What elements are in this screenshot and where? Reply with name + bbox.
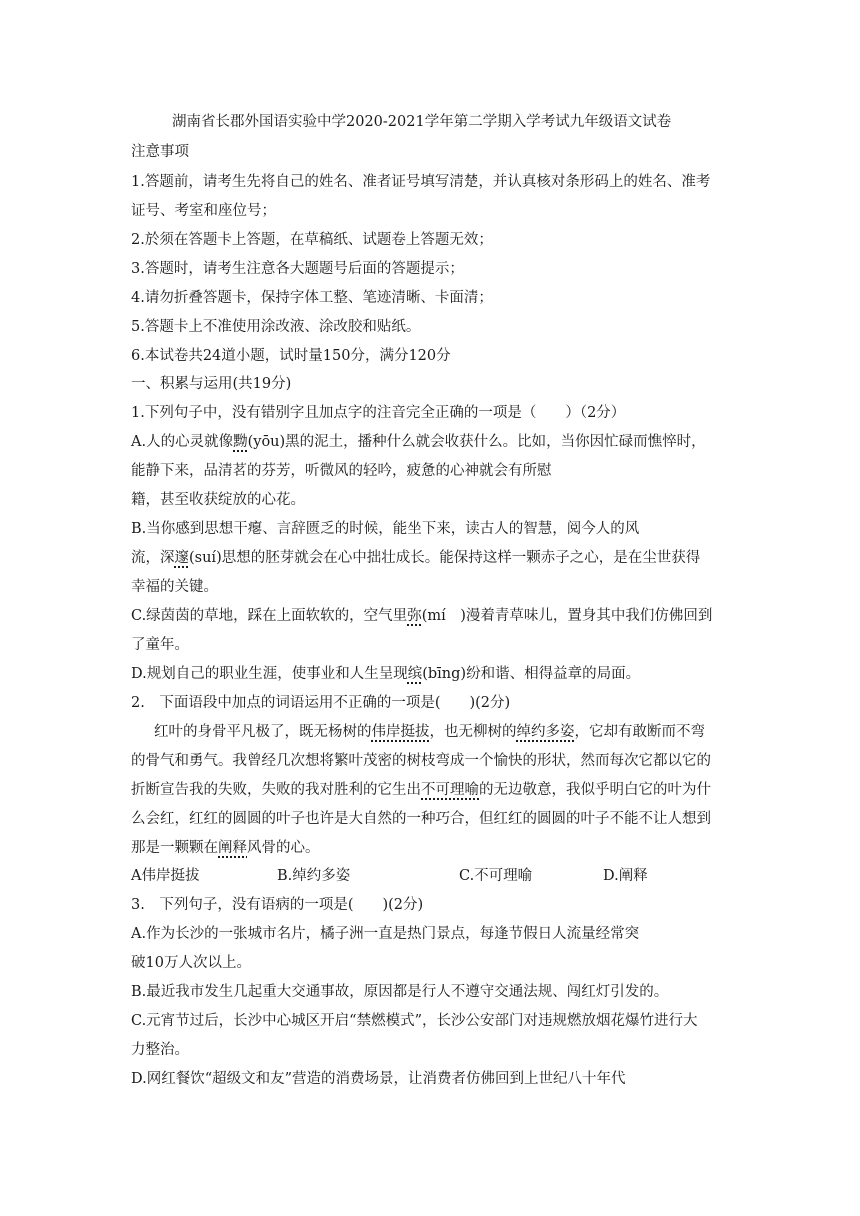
q3-option-d-line: D.网红餐饮“超级文和友”营造的消费场景，让消费者仿佛回到上世纪八十年代 (131, 1071, 626, 1087)
q2-passage-line (131, 780, 711, 800)
dotted-word: 伟岸挺拔 (371, 724, 430, 740)
text-run: 折断宣告我的失败，失败的我对胜利的它生出 (131, 782, 421, 798)
notice-item: 3.答题时，请考生注意各大题题号后面的答题提示； (131, 261, 464, 277)
q2-passage-line: 么会红，红红的圆圆的叶子也许是大自然的一种巧合，但红红的圆圆的叶子不能不让人想到 (131, 811, 711, 827)
q2-option-a: A伟岸挺拔 (131, 868, 200, 884)
notice-item: 5.答题卡上不准使用涂改液、涂改胶和贴纸。 (131, 319, 421, 335)
q2-passage-line (131, 838, 320, 858)
text-run: 风骨的心。 (247, 840, 320, 856)
dotted-word: 不可理喻 (421, 782, 479, 798)
notice-item: 4.请勿折叠答题卡，保持字体工整、笔迹清晰、卡面清； (131, 290, 493, 306)
q2-passage-line (154, 722, 705, 742)
text-run: 流，深 (131, 550, 175, 566)
text-run: 红叶的身骨平凡极了，既无杨树的 (154, 724, 372, 740)
dotted-char: 黝 (233, 434, 248, 450)
text-run: (yōu)黑的泥土，播种什么就会收获什么。比如，当你因忙碌而憔悴时， (247, 434, 706, 450)
text-run: (suí)思想的胚芽就会在心中拙壮成长。能保持这样一颗赤子之心，是在尘世获得 (189, 550, 701, 566)
dotted-char: 弥 (407, 608, 422, 624)
question-1-stem: 1.下列句子中，没有错别字且加点字的注音完全正确的一项是（ ）（2分） (131, 405, 626, 421)
q2-option-d: D.阐释 (603, 868, 648, 884)
dotted-word: 阐释 (218, 840, 247, 856)
q1-option-a-line: 能静下来，品清茗的芬芳，听微风的轻吟，疲惫的心神就会有所慰 (131, 463, 552, 479)
section-heading: 一、积累与运用(共19分) (131, 376, 292, 392)
q2-option-b: B.绰约多姿 (277, 868, 351, 884)
q3-option-c-line: C.元宵节过后，长沙中心城区开启“禁燃模式”，长沙公安部门对违规燃放烟花爆竹进行大 (131, 1013, 698, 1029)
q3-option-a-line: 破10万人次以上。 (131, 955, 251, 971)
q1-option-a-line (131, 432, 706, 452)
dotted-char: 缤 (407, 666, 423, 682)
q3-option-b-line: B.最近我市发生几起重大交通事故，原因都是行人不遵守交通法规、闯红灯引发的。 (131, 984, 669, 1000)
notice-item: 1.答题前，请考生先将自己的姓名、准者证号填写清楚，并认真核对条形码上的姓名、准考 (131, 174, 711, 190)
q1-option-b-line: B.当你感到思想干瘪、言辞匮乏的时候，能坐下来，读古人的智慧，阅今人的风 (131, 521, 640, 537)
question-2-stem: 2. 下面语段中加点的词语运用不正确的一项是( )(2分) (131, 695, 511, 711)
q3-option-a-line: A.作为长沙的一张城市名片，橘子洲一直是热门景点，每逢节假日人流量经常突 (131, 926, 640, 942)
question-3-stem: 3. 下列句子，没有语病的一项是( )(2分) (131, 897, 424, 913)
text-run: A.人的心灵就像 (131, 434, 234, 450)
text-run: ，它却有敢断而不弯 (574, 724, 705, 740)
text-run: 的无边敬意，我似乎明白它的叶为什 (479, 782, 711, 798)
q1-option-b-line (131, 548, 700, 568)
notice-item: 2.於须在答题卡上答题，在草稿纸、试题卷上答题无效； (131, 232, 493, 248)
q1-option-a-line: 籍，甚至收获绽放的心花。 (131, 492, 305, 508)
q3-option-c-line: 力整治。 (131, 1042, 189, 1058)
q2-passage-line: 的骨气和勇气。我曾经几次想将繁叶茂密的树枝弯成一个愉快的形状，然而每次它都以它的 (131, 753, 711, 769)
notice-item: 证号、考室和座位号； (131, 203, 276, 219)
notice-item: 6.本试卷共24道小题，试时量150分，满分120分 (131, 348, 451, 364)
text-run: (mí )漫着青草味儿，置身其中我们仿佛回到 (421, 608, 713, 624)
q1-option-c-line: 了童年。 (131, 637, 189, 653)
q1-option-b-line: 幸福的关键。 (131, 579, 218, 595)
text-run: ，也无柳树的 (429, 724, 517, 740)
page-title: 湖南省长郡外国语实验中学2020-2021学年第二学期入学考试九年级语文试卷 (172, 114, 672, 130)
q1-option-d-line (131, 664, 640, 684)
text-run: (bīng)纷和谐、相得益章的局面。 (422, 666, 641, 682)
q1-option-c-line (131, 606, 712, 626)
dotted-char: 邃 (174, 550, 189, 566)
q2-option-c: C.不可理喻 (459, 868, 533, 884)
text-run: C.绿茵茵的草地，踩在上面软软的，空气里 (131, 608, 408, 624)
notice-heading: 注意事项 (131, 144, 189, 160)
text-run: D.规划自己的职业生涯，使事业和人生呈现 (131, 666, 408, 682)
dotted-word: 绰约多姿 (516, 724, 575, 740)
text-run: 那是一颗颗在 (131, 840, 218, 856)
